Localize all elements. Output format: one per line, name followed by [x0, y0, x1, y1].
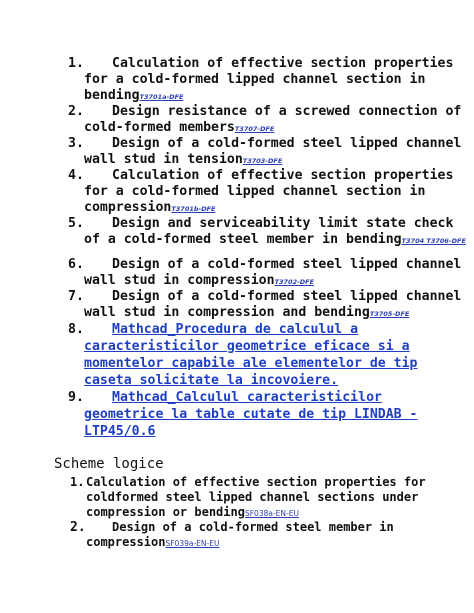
list-text: Design of a cold-formed steel lipped channel wall stud in compression	[84, 257, 462, 289]
list-number: 1.	[70, 475, 85, 489]
list-number: 2.	[68, 104, 84, 119]
reference-link[interactable]: T3705-DFE	[369, 310, 410, 319]
list-item	[68, 56, 468, 106]
reference-link[interactable]: SF039a-EN-EU	[165, 539, 220, 548]
list-text: Design of a cold-formed steel lipped channel wall stud in tension	[84, 136, 462, 168]
list-number: 4.	[68, 168, 84, 183]
reference-link[interactable]: T3707-DFE	[234, 125, 275, 134]
reference-link[interactable]: T3701a-DFE	[139, 93, 184, 102]
list-number: 8.	[68, 322, 84, 337]
list-number: 9.	[68, 390, 84, 405]
list-item	[68, 389, 468, 440]
reference-link[interactable]: SF038a-EN-EU	[244, 509, 299, 518]
reference-link[interactable]: T3702-DFE	[274, 278, 315, 287]
list-text: Calculation of effective section properties for a cold-formed lipped channel section in compression	[84, 168, 454, 216]
list-item	[68, 168, 468, 218]
mathcad-link[interactable]: Mathcad_Procedura de calculul a caracteristicilor geometrice eficace si a momentelor capabile ale elementelor de tip caseta solicitate la incovoiere.	[84, 322, 418, 388]
list-number: 6.	[68, 257, 84, 272]
mathcad-link[interactable]: Mathcad_Calculul caracteristicilor geometrice la table cutate de tip LINDAB - LTP45/0.6	[84, 390, 418, 439]
scheme-item	[70, 475, 470, 521]
list-item	[68, 289, 468, 322]
list-text: Design and serviceability limit state check of a cold-formed steel member in bending	[84, 216, 454, 248]
list-text: Calculation of effective section properties for a cold-formed lipped channel section in bending	[84, 56, 454, 104]
list-number: 2.	[70, 520, 86, 535]
list-item	[68, 136, 468, 169]
reference-link[interactable]: T3704 T3706-DFE	[401, 237, 466, 246]
list-number: 3.	[68, 136, 84, 151]
reference-link[interactable]: T3701b-DFE	[171, 205, 216, 214]
list-text: Design of a cold-formed steel member in compression	[86, 520, 394, 549]
list-text: Calculation of effective section properties for coldformed steel lipped channel sections under compression or bending	[86, 475, 426, 519]
list-number: 5.	[68, 216, 84, 231]
list-item	[68, 257, 468, 290]
section-heading: Scheme logice	[54, 456, 164, 472]
list-item	[68, 321, 468, 389]
list-text: Design resistance of a screwed connection of cold-formed members	[84, 104, 462, 136]
scheme-item	[70, 520, 470, 551]
list-number: 7.	[68, 289, 84, 304]
list-item	[68, 216, 468, 249]
reference-link[interactable]: T3703-DFE	[242, 157, 283, 166]
list-text: Design of a cold-formed steel lipped channel wall stud in compression and bending	[84, 289, 462, 321]
list-number: 1.	[68, 56, 84, 71]
list-item	[68, 104, 468, 137]
